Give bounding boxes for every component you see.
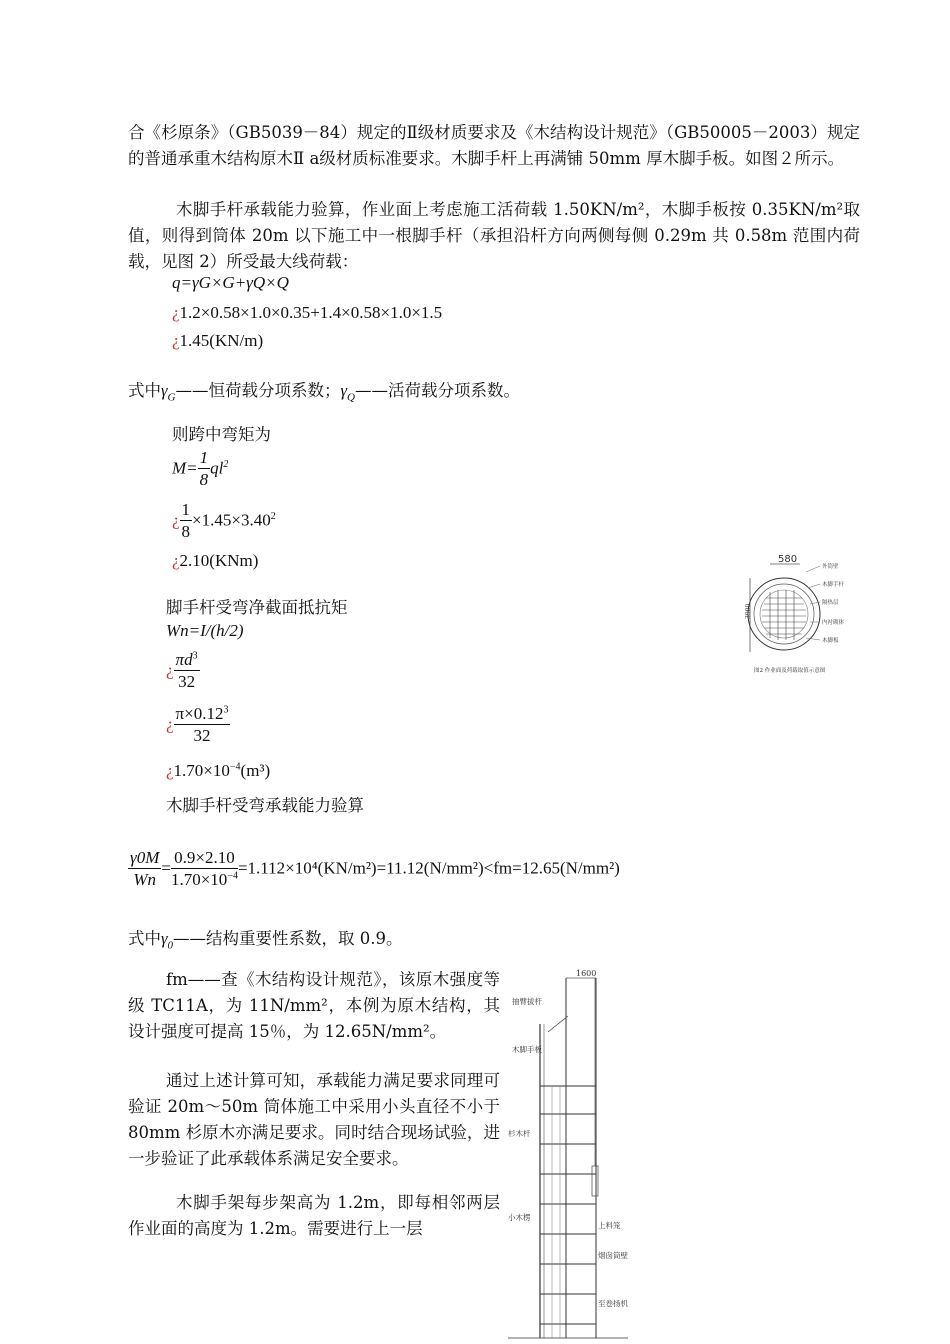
fig3-label-derrick: 抽臂拔杆: [512, 997, 542, 1006]
equation-w-line4: ¿$1.70\times 10^{-4}(m^3)$: [166, 761, 271, 780]
figure-3-scaffold-elevation: [508, 966, 638, 1344]
label-section-modulus: 脚手杆受弯净截面抵抗矩: [166, 598, 348, 617]
fig2-dim-top: 580: [778, 554, 798, 565]
fig2-label-board: 木脚板: [822, 638, 839, 644]
label-bending-check: 木脚手杆受弯承载能力验算: [166, 796, 364, 815]
figure-2-cross-section: [740, 552, 870, 678]
fig3-dim-top: 1600: [576, 969, 597, 978]
fig2-dim-left: 3900: [745, 603, 752, 619]
fig3-label-cage: 上料笼: [598, 1221, 621, 1230]
paragraph-conclusion: 通过上述计算可知，承载能力满足要求同理可验证 20m～50m 筒体施工中采用小头直径不小于 80mm 杉原木亦满足要求。同时结合现场试验，进一步验证了此承载体系满足安全要求。: [128, 1071, 500, 1168]
paragraph-standards: 合《杉原条》（GB5039－84）规定的Ⅱ级材质要求及《木结构设计规范》（GB50005－2003）规定的普通承重木结构原木Ⅱ a级材质标准要求。木脚手杆上再满铺 50mm 厚木脚手板。如图２所示。: [128, 123, 860, 168]
paragraph-step-height: 木脚手架每步架高为 1.2m，即每相邻两层作业面的高度为 1.2m。需要进行上一层: [128, 1193, 500, 1238]
equation-q-line1: q=γG×G+γQ×Q: [172, 273, 289, 292]
note-gamma-definitions: 式中$\gamma_G——$恒荷载分项系数；$\gamma_Q——$活荷载分项系数。: [128, 381, 520, 404]
equation-w-line1: Wn=I/(h/2): [166, 621, 244, 640]
paragraph-load-check: 木脚手杆承载能力验算，作业面上考虑施工活荷载 1.50KN/m²，木脚手板按 0.35KN/m²取值，则得到筒体 20m 以下施工中一根脚手杆（承担沿杆方向两侧每侧 0.29m 共 0.58m 范围内荷载，见图 2）所受最大线荷载：: [128, 200, 860, 271]
equation-w-line2: ¿ $\frac{\pi d^3}{32}$: [166, 650, 198, 691]
equation-m-line3: ¿2.10(KNm): [172, 551, 259, 570]
fig2-label-insulation: 隔热层: [822, 600, 839, 606]
paragraph-fm: fm——查《木结构设计规范》，该原木强度等级 TC11A，为 11N/mm²，本例为原木结构，其设计强度可提高 15％，为 12.65N/mm²。: [128, 970, 500, 1041]
fig3-label-chimney-wall: 烟囱筒壁: [598, 1251, 628, 1260]
equation-bending-check: $\frac{\gamma 0M}{Wn}$ = $\frac{0.9\times 2.10}{1.70\times 10^{-4}}$ =1.112×10⁴(KN/m²)=11.12(N/mm²)<fm=12.65(N/mm²): [130, 848, 620, 889]
equation-m-line2: ¿ $\frac{1}{8}$ $\times 1.45\times 3.40^2$: [172, 500, 276, 541]
note-gamma0: 式中$\gamma_0——$结构重要性系数，取 0.9。: [128, 929, 403, 952]
fig3-label-board: 木脚手板: [512, 1045, 542, 1054]
equation-q-line3: ¿1.45(KN/m): [172, 331, 264, 350]
label-midspan-moment: 则跨中弯矩为: [172, 425, 271, 444]
fig2-label-pole: 木脚手杆: [822, 582, 845, 588]
equation-w-line3: ¿ $\frac{\pi\times 0.12^3}{32}$: [166, 704, 229, 745]
fig2-label-lining: 内衬砌体: [822, 620, 845, 626]
equation-m-line1: M= $\frac{1}{8}$ $ql^2$: [172, 448, 229, 489]
fig3-label-joist: 小木楞: [508, 1213, 531, 1222]
fig3-label-pole: 杉木杆: [508, 1129, 531, 1138]
equation-q-line2: ¿1.2×0.58×1.0×0.35+1.4×0.58×1.0×1.5: [172, 303, 443, 322]
fig3-label-hoist: 至卷扬机: [598, 1299, 628, 1308]
fig2-label-outer-wall: 外筒壁: [822, 564, 839, 570]
fig2-caption: 图2 作业面及荷载取值示意图: [754, 668, 826, 674]
